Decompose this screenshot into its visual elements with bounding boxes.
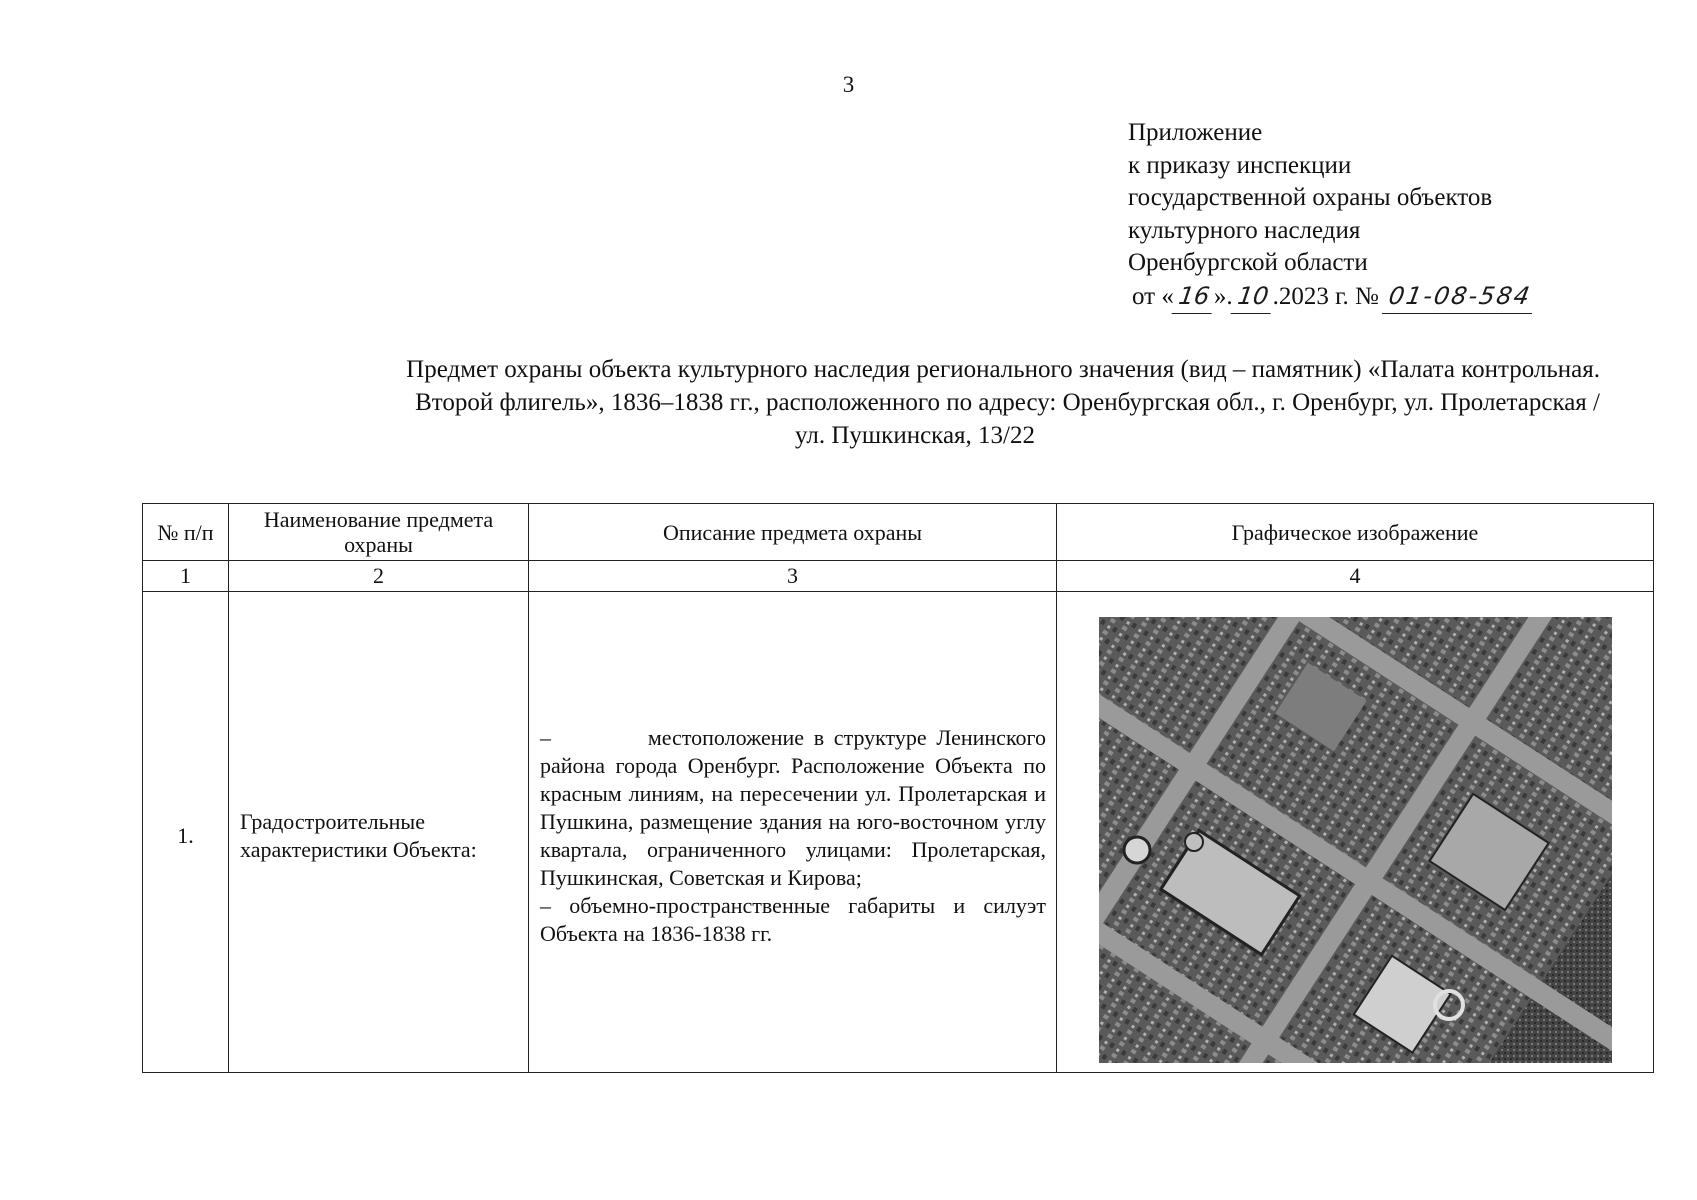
handwritten-day: 16 — [1172, 280, 1217, 314]
column-number-3: 3 — [529, 561, 1057, 592]
header-image: Графическое изображение — [1057, 504, 1654, 561]
order-date-line — [1128, 280, 1628, 314]
appendix-block — [1128, 117, 1628, 313]
date-year: .2023 г. № — [1272, 282, 1379, 310]
title-line-2: Второй флигель», 1836–1838 гг., расположенного по адресу: Оренбургская обл., г. Оренбург, ул. Пролетарская / — [415, 389, 1600, 416]
column-number-1: 1 — [143, 561, 229, 592]
table-header-row — [143, 504, 1654, 561]
description-paragraph-2: – объемно-пространственные габариты и силуэт Объекта на 1836-1838 гг. — [540, 892, 1046, 946]
appendix-line-3: государственной охраны объектов — [1128, 184, 1493, 211]
protection-table — [142, 503, 1654, 1073]
page-number: 3 — [842, 72, 855, 97]
title-line-3: ул. Пушкинская, 13/22 — [795, 422, 1035, 449]
table-row — [143, 592, 1654, 1073]
header-number: № п/п — [143, 504, 229, 561]
column-number-4: 4 — [1057, 561, 1654, 592]
row-graphic-cell — [1057, 592, 1654, 1073]
header-name: Наименование предмета охраны — [229, 504, 529, 561]
appendix-line-1: Приложение — [1128, 119, 1263, 146]
date-prefix: от « — [1132, 282, 1174, 310]
appendix-line-4: культурного наследия — [1128, 216, 1361, 244]
row-name: Градостроительные характеристики Объекта: — [229, 592, 529, 1073]
document-title — [180, 353, 1600, 452]
handwritten-order-number: 01-08-584 — [1382, 280, 1538, 314]
title-line-1: Предмет охраны объекта культурного наследия регионального значения (вид – памятник) «Палата контрольная. — [406, 356, 1600, 383]
aerial-map-image — [1099, 617, 1612, 1063]
column-number-2: 2 — [229, 561, 529, 592]
description-paragraph-1: – местоположение в структуре Ленинского района города Оренбург. Расположение Объекта по красным линиям, на пересечении ул. Пролетарская и Пушкина, размещение здания на юго-восточном углу квартала, ограниченного улицами: Пролетарская, Пушкинская, Советская и Кирова; — [540, 724, 1046, 890]
row-description — [529, 592, 1057, 1073]
header-description: Описание предмета охраны — [529, 504, 1057, 561]
appendix-line-5: Оренбургской области — [1128, 249, 1368, 276]
row-number: 1. — [143, 592, 229, 1073]
handwritten-month: 10 — [1230, 280, 1275, 314]
appendix-line-2: к приказу инспекции — [1128, 151, 1352, 179]
date-mid: ». — [1213, 282, 1233, 310]
column-numbers-row — [143, 561, 1654, 592]
